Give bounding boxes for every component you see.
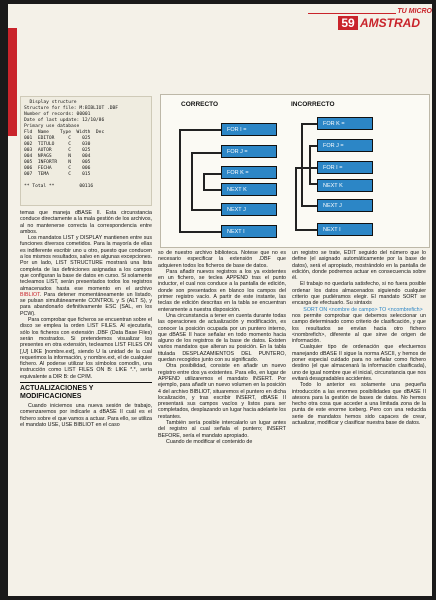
bracket-outer-bottom [179, 231, 221, 233]
incorrect-box-6: NEXT I [317, 223, 373, 236]
bracket-inner-bottom [203, 189, 221, 191]
wrong-bracket-2 [309, 145, 311, 185]
col3-paragraph-4: Cualquier tipo de ordenación que efectuemos manejando dBASE II sigue la norma ASCII, y hemos de poner especial cuidado para no señalar como fichero destino (el que almacenará la información clasificada), uno de igual nombre que el inicial, circunstancia que nos evitará desagradables accidentes. [292, 344, 426, 382]
col2-paragraph-5: También sería posible intercalarlo un lugar antes del registro al cual señala el puntero; INSERT BEFORE, sería el mandato apropiado. [158, 420, 286, 439]
incorrect-box-5: NEXT J [317, 199, 373, 212]
col1-paragraph-2 [20, 235, 152, 317]
correct-box-4: NEXT K [221, 183, 277, 196]
brand-title: AMSTRAD [360, 16, 420, 30]
loop-nesting-diagram [160, 94, 430, 248]
bracket-middle-top [191, 152, 221, 154]
col2-paragraph-3: Una circunstancia a tener en cuenta durante todas las operaciones de actualización y modificación, es conocer la posición ocupada por un puntero interno, que dBASE II hace señalar en todo momento hacia alguno de los registros de la base de datos. Existen varios mandatos que alteran su posición. En la tabla titulada DESPLAZAMIENTOS DEL PUNTERO, quedan recogidos junto con su significado. [158, 312, 286, 364]
correct-box-1: FOR I = [221, 123, 277, 136]
bracket-middle [191, 152, 193, 210]
bracket-inner [203, 173, 205, 190]
magazine-page [8, 4, 432, 596]
page-number: 59 [338, 16, 358, 30]
col2-paragraph-1: so de nuestro archivo biblioteca. Notese que no es necesario especificar la extensión .DBF que adquieren todos los ficheros de base de datos. [158, 250, 286, 269]
correct-box-3: FOR K = [221, 166, 277, 179]
col1-paragraph-4: Cuando iniciemos una nueva sesión de trabajo, comenzaremos por indicarle a dBASE II cuál es el fichero sobre el que vamos a actuar. Para ello, se utiliza el mandato USE, USE BIBLIOT en el caso [20, 403, 152, 428]
col1-p2-highlight: BIBLIOT [20, 291, 40, 298]
correct-box-6: NEXT I [221, 225, 277, 238]
sort-syntax: SORT ON <nombre de campo> TO <ncombrefich> [303, 306, 423, 313]
red-section-tab [8, 28, 17, 136]
column-3 [292, 250, 426, 426]
wrong-bracket-3 [295, 167, 297, 231]
wrong-bracket-3-top [295, 167, 317, 169]
column-1 [20, 210, 152, 428]
listing-text: Display structure Structure for file: M:BIBLIOT .DBF Number of records: 00001 Date of last update: 12/10/86 Primary use database Fld Name Type Width Dec 001 EDITOR C 025 002 TITULO C 030 003 AUTOR C 025 004 NPAGS N 004 005 INFORTR N 005 006 FECHA C 006 007 TEMA C 015 ** Total ** 00116 [24, 100, 119, 189]
page-header [338, 16, 432, 30]
correct-box-5: NEXT J [221, 203, 277, 216]
wrong-bracket-2-bottom [309, 183, 317, 185]
wrong-bracket-1-bottom [301, 205, 317, 207]
section-heading [20, 382, 152, 401]
bracket-outer [179, 129, 181, 233]
bracket-middle-bottom [191, 209, 221, 211]
bracket-inner-top [203, 173, 221, 175]
column-2 [158, 250, 286, 445]
heading-line-1: ACTUALIZACIONES Y [20, 385, 94, 393]
col2-paragraph-2: Para añadir nuevos registros a los ya existentes en un fichero, se teclea APPEND tras el punto inductor, el cual nos conduce a la pantalla de edición, donde son presentados en blanco los campos del primer registro vacío. A partir de este instante, las teclas de edición descritas en la tabla se encuentran enteramente a nuestra disposición. [158, 268, 286, 313]
incorrect-box-3: FOR I = [317, 161, 373, 174]
col3-paragraph-1: un registro se trate, EDIT seguido del número que lo define (el asignado automáticamente por la base de datos), será el apropiado, mostrándolo en la pantalla de edición, donde podremos actuar en consecuencia sobre él. [292, 250, 426, 282]
correct-box-2: FOR J = [221, 145, 277, 158]
col3-paragraph-3: nos permite comprobar que debemos seleccionar un campo determinado como criterio de clasificación, y que los resultados se envían hacia otro fichero <nombrefich>, diferente al que sirve de origen de información. [292, 312, 426, 345]
col3-paragraph-2: El trabajo no quedaría satisfecho, si no fuera posible ordenar los datos almacenados siguiendo cualquier criterio que pudiéramos elegir. El mandato SORT se encarga de efectuarlo. Su sintaxis [292, 281, 426, 307]
incorrect-box-4: NEXT K [317, 179, 373, 192]
structure-listing [20, 96, 152, 206]
heading-line-2: MODIFICACIONES [20, 393, 82, 401]
wrong-bracket-1-top [301, 123, 317, 125]
label-correcto: CORRECTO [181, 101, 219, 108]
col2-paragraph-6: Cuando de modificar el contenido de [166, 438, 253, 445]
col1-paragraph-1: temas que maneja dBASE II. Esta circunstancia conduce directamente a la mala gestión de los archivos, al no mantenerse correcta la correspondencia entre ambos. [20, 210, 152, 235]
col1-paragraph-3: Para comprobar que ficheros se encuentran sobre el disco se emplea la orden LIST FILES. Al ejecutarla, sólo los ficheros con extensión .DBF (Data Base Files) serán mostrados. Si pretendemos visualizar los presentes en otra extensión, tecleamos LIST FILES ON [,U] LIKE [nombre.ext], siendo U la unidad de la cual requerimos la información, y nombre.ext, el de cualquier fichero. Al poderse utilizar los símbolos comodín, una instrucción como LIST FILES ON B: LIKE *.*, sería equivalente a DIR B: de CP/M. [20, 317, 152, 380]
incorrect-box-2: FOR J = [317, 139, 373, 152]
bracket-outer-top [179, 129, 221, 131]
col1-p2-text-a: Los mandatos LIST y DISPLAY mantienen entre sus funciones diversos cometidos. Para la mayoría de ellas es indiferente escribir uno u otro, puesto que conducen a los mismos resultados, salvo en algunas excepciones. Por un lado, LIST STRUCTURE mostrará una lista completa de las definiciones asignadas a los campos que configuran la base de datos en curso. Si solamente tecleamos LIST, serán presentados todos los registros almacenados hasta ese momento en el archivo [20, 235, 152, 292]
col3-paragraph-5: Todo lo anterior es solamente una pequeña introducción a las enormes posibilidades que dBASE II atesora para la gestión de bases de datos. No hemos hecho otra cosa que acceder a una limitada zona de la punta de este enorme iceberg. Pero con una reducida serie de mandatos hemos sido capaces de crear, actualizar, modificar y clasificar nuestra base de datos. [292, 382, 426, 427]
col1-p2-text-b: . Para detener momentáneamente un listado, se pulsan simultáneamente CONTROL y S (ALT S), y para abandonarlo definitivamente ESC (SAL, en los PCW). [20, 291, 152, 317]
wrong-bracket-2-top [309, 145, 317, 147]
incorrect-box-1: FOR K = [317, 117, 373, 130]
col2-paragraph-4: Otra posibilidad, consiste en añadir un nuevo registro entre dos ya existentes. Para ello, en lugar de APPEND utilizaremos el mandato INSERT. Por ejemplo, para añadir un nuevo volumen en la posición 4 del archivo BIBLIOT, situaremos el puntero en dicha localización, y tras escribir INSERT, dBASE II presentará sus campos vacíos y listos para ser completados, desplazando un lugar hacia adelante los restantes. [158, 363, 286, 420]
label-incorrecto: INCORRECTO [291, 101, 335, 108]
wrong-bracket-3-bottom [295, 229, 317, 231]
magazine-name: TU MICRO [397, 8, 432, 15]
wrong-bracket-1 [301, 123, 303, 207]
